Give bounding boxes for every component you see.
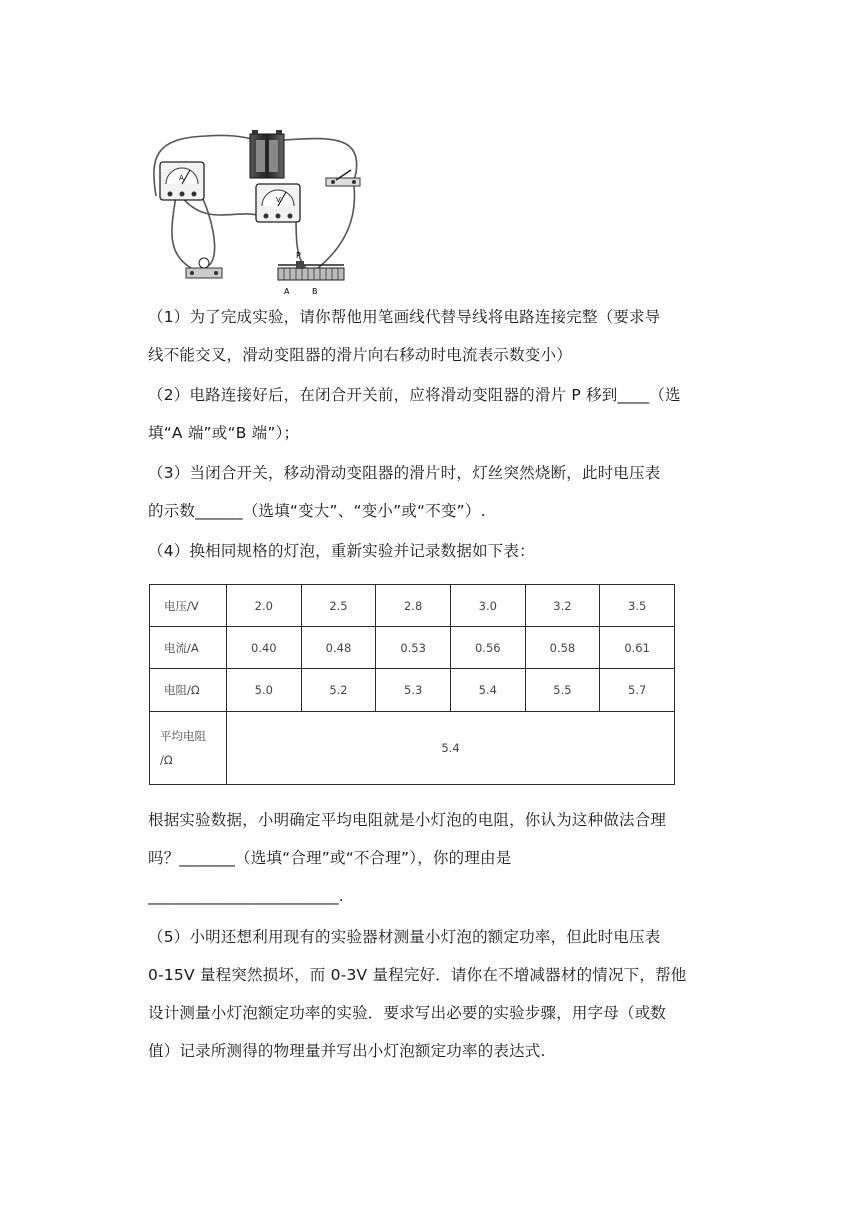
table-row xyxy=(150,627,675,669)
ammeter xyxy=(160,162,204,200)
table-cell: 3.2 xyxy=(525,585,600,627)
average-header-line-1: 平均电阻 xyxy=(160,728,206,743)
table-cell: 5.3 xyxy=(376,669,451,711)
table-cell: 0.53 xyxy=(376,627,451,669)
rheostat xyxy=(278,251,344,296)
q3-line-1: （3）当闭合开关，移动滑动变阻器的滑片时，灯丝突然烧断，此时电压表 xyxy=(148,464,661,482)
table-cell: 0.56 xyxy=(450,627,525,669)
question-5 xyxy=(148,918,718,1070)
q5-line-4: 值）记录所测得的物理量并写出小灯泡额定功率的表达式. xyxy=(148,1042,546,1060)
q2-line-2: 填“A 端”或“B 端”）； xyxy=(148,424,300,442)
lamp xyxy=(186,258,222,278)
q1-line-1: （1）为了完成实验，请你帮他用笔画线代替导线将电路连接完整（要求导 xyxy=(148,308,661,326)
average-value: 5.4 xyxy=(227,711,675,784)
circuit-diagram xyxy=(146,118,368,298)
table-cell: 0.40 xyxy=(227,627,302,669)
data-table xyxy=(149,584,675,785)
question-1 xyxy=(148,298,718,374)
table-cell: 2.0 xyxy=(227,585,302,627)
voltmeter-label: V xyxy=(276,196,281,204)
row-header: 电流/A xyxy=(150,627,227,669)
table-row xyxy=(150,585,675,627)
table-cell: 5.4 xyxy=(450,669,525,711)
question-3 xyxy=(148,454,718,530)
question-4 xyxy=(148,532,718,570)
slider-label: P xyxy=(296,251,301,260)
table-cell: 0.58 xyxy=(525,627,600,669)
table-cell: 3.0 xyxy=(450,585,525,627)
ammeter-label: A xyxy=(179,174,184,182)
q4-line-1: （4）换相同规格的灯泡，重新实验并记录数据如下表： xyxy=(148,542,535,560)
voltmeter xyxy=(256,184,300,222)
q3-line-2: 的示数______（选填“变大”、“变小”或“不变”）. xyxy=(148,502,486,520)
table-cell: 0.61 xyxy=(600,627,675,669)
table-cell: 2.8 xyxy=(376,585,451,627)
table-cell: 2.5 xyxy=(301,585,376,627)
table-cell: 5.2 xyxy=(301,669,376,711)
table-cell: 0.48 xyxy=(301,627,376,669)
end-a-label: A xyxy=(284,287,290,296)
table-cell: 5.5 xyxy=(525,669,600,711)
q1-line-2: 线不能交叉，滑动变阻器的滑片向右移动时电流表示数变小） xyxy=(148,346,572,364)
row-header: 电压/V xyxy=(150,585,227,627)
table-cell: 5.7 xyxy=(600,669,675,711)
battery xyxy=(250,130,284,178)
switch xyxy=(326,170,360,186)
table-row-average xyxy=(150,711,675,784)
table-cell: 3.5 xyxy=(600,585,675,627)
q5-line-1: （5）小明还想利用现有的实验器材测量小灯泡的额定功率，但此时电压表 xyxy=(148,928,661,946)
table-row xyxy=(150,669,675,711)
q5-line-3: 设计测量小灯泡额定功率的实验．要求写出必要的实验步骤，用字母（或数 xyxy=(148,1004,667,1022)
q4b-line-1: 根据实验数据，小明确定平均电阻就是小灯泡的电阻，你认为这种做法合理 xyxy=(148,811,667,829)
q5-line-2: 0-15V 量程突然损坏，而 0-3V 量程完好．请你在不增减器材的情况下，帮他 xyxy=(148,966,687,984)
q4b-line-3: ________________________. xyxy=(148,887,344,905)
table-cell: 5.0 xyxy=(227,669,302,711)
question-2 xyxy=(148,376,718,452)
q4b-line-2: 吗？_______（选填“合理”或“不合理”），你的理由是 xyxy=(148,849,512,867)
average-header xyxy=(150,711,227,784)
end-b-label: B xyxy=(312,287,318,296)
q2-line-1: （2）电路连接好后，在闭合开关前，应将滑动变阻器的滑片 P 移到____（选 xyxy=(148,386,681,404)
row-header: 电阻/Ω xyxy=(150,669,227,711)
question-4-followup xyxy=(148,801,718,915)
average-header-line-2: /Ω xyxy=(160,752,173,767)
